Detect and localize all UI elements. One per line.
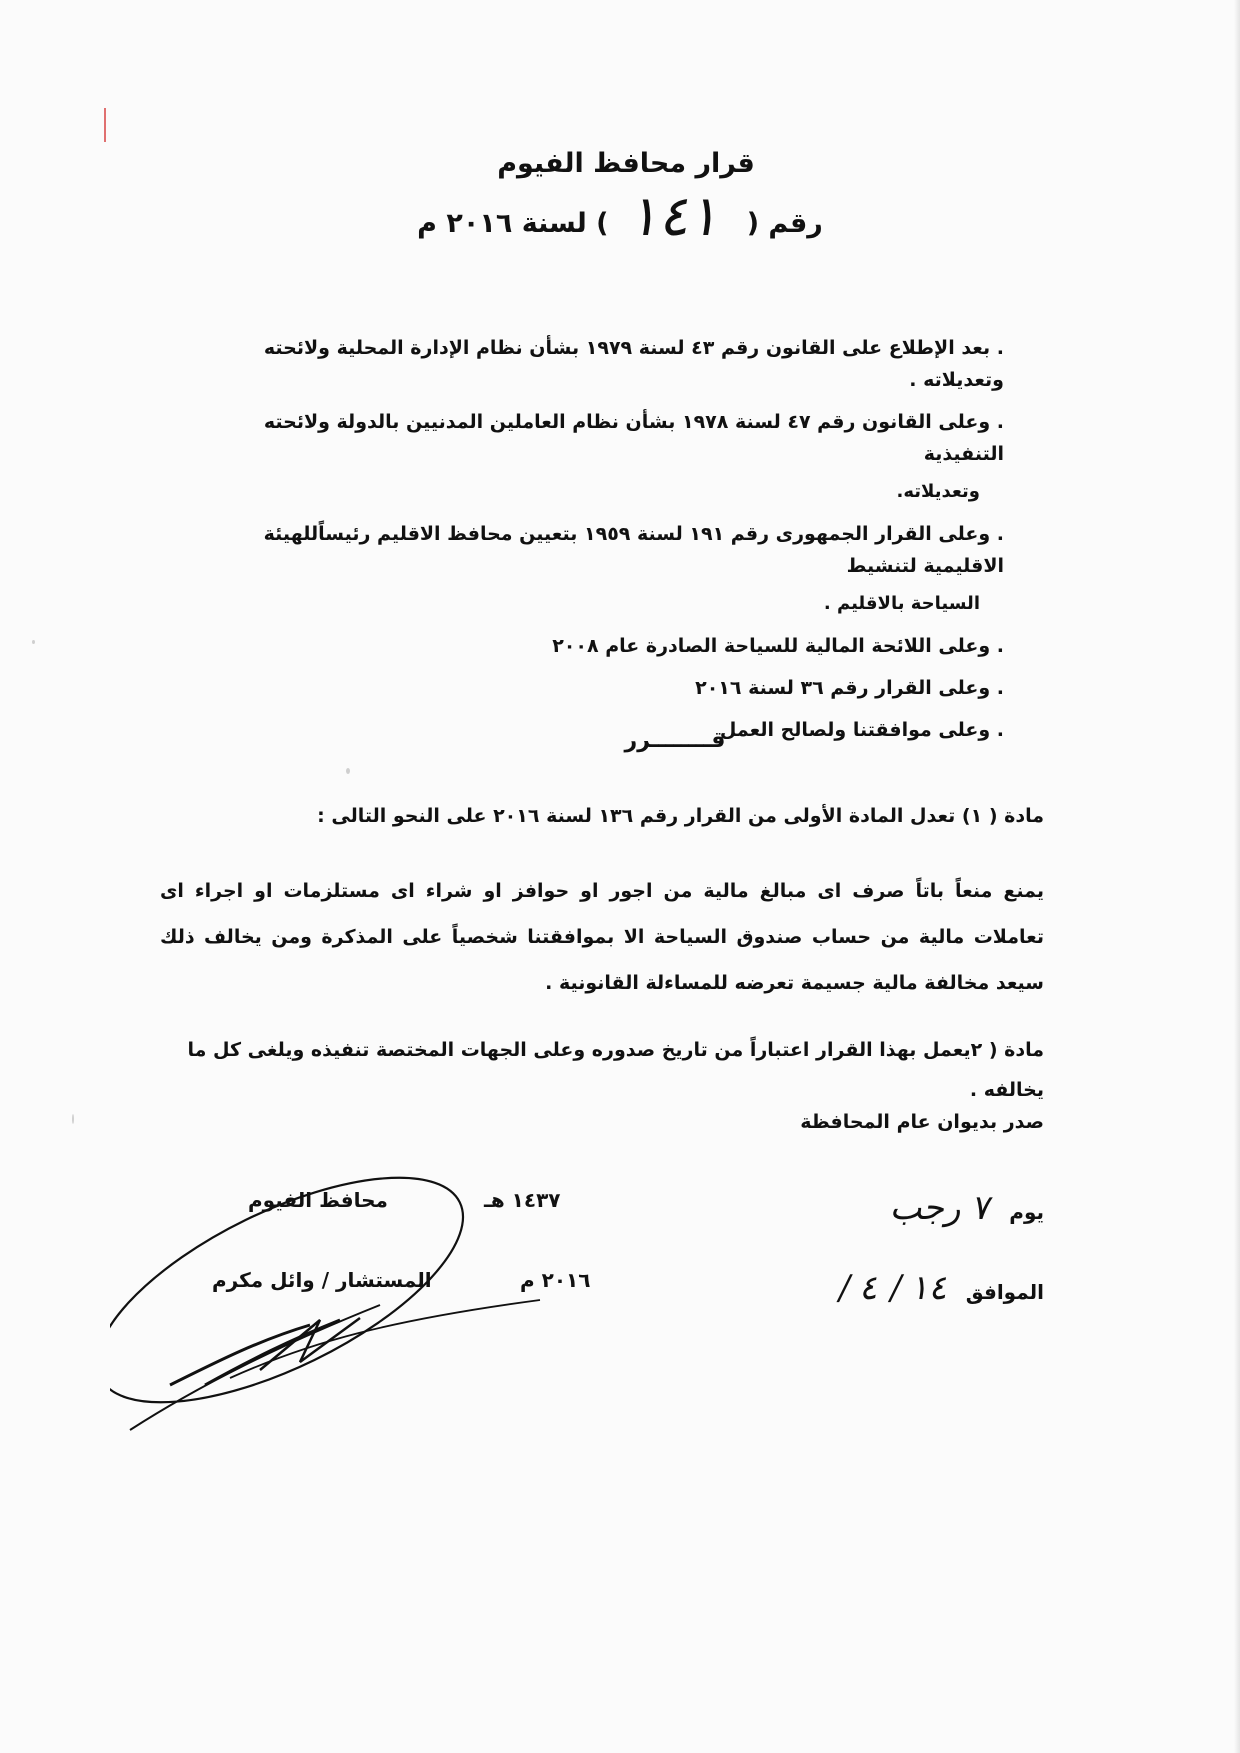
scan-speck xyxy=(346,768,350,774)
decided-heading: قــــــــرر xyxy=(624,728,726,753)
decree-title: قرار محافظ الفيوم xyxy=(497,148,755,179)
greg-year: ٢٠١٦ م xyxy=(520,1268,591,1292)
handwritten-signature xyxy=(110,1170,560,1470)
preamble-item: . بعد الإطلاع على القانون رقم ٤٣ لسنة ١٩٧٩ بشأن نظام الإدارة المحلية ولائحته وتعديلاته . xyxy=(263,337,1004,391)
governor-title: محافظ الفيوم xyxy=(248,1188,388,1212)
scan-speck xyxy=(72,1114,74,1124)
preamble-item: . وعلى موافقتنا ولصالح العمل xyxy=(719,719,1004,741)
handwritten-day: ٧ رجب xyxy=(888,1188,996,1228)
scan-speck xyxy=(32,640,35,644)
article-one: مادة ( ١) تعدل المادة الأولى من القرار رقم ١٣٦ لسنة ٢٠١٦ على النحو التالى : xyxy=(317,805,1044,827)
preamble-list xyxy=(210,332,1004,756)
preamble-item: . وعلى القرار الجمهورى رقم ١٩١ لسنة ١٩٥٩ بتعيين محافظ الاقليم رئيساًللهيئة الاقليمية لتنشيط السياحة بالاقليم . xyxy=(263,523,1004,614)
article-two: مادة ( ٢يعمل بهذا القرار اعتباراً من تاريخ صدوره وعلى الجهات المختصة تنفيذه ويلغى كل ما يخالفه . xyxy=(187,1039,1044,1101)
scan-mark xyxy=(104,108,106,142)
issued-at: صدر بديوان عام المحافظة xyxy=(800,1111,1044,1133)
agreement-label: الموافق xyxy=(965,1280,1044,1304)
handwritten-decree-number: ١٤١ xyxy=(626,184,729,249)
hijri-year: ١٤٣٧ هـ xyxy=(484,1188,561,1212)
preamble-item: . وعلى القرار رقم ٣٦ لسنة ٢٠١٦ xyxy=(695,677,1004,699)
agreement-line xyxy=(829,1268,1044,1308)
number-prefix: رقم ( xyxy=(746,207,823,239)
preamble-item: . وعلى القانون رقم ٤٧ لسنة ١٩٧٨ بشأن نظام العاملين المدنيين بالدولة ولائحته التنفيذية وتعديلاته. xyxy=(263,411,1004,502)
signatory-name: المستشار / وائل مكرم xyxy=(212,1268,432,1292)
article-one-body: يمنع منعاً باتاً صرف اى مبالغ مالية من اجور او حوافز او شراء اى مستلزمات او اجراء اى تعاملات مالية من حساب صندوق السياحة الا بموافقتنا شخصياً على المذكرة ومن يخالف ذلك سيعد مخالفة مالية جسيمة تعرضه للمساءلة القانونية . xyxy=(160,880,1044,994)
handwritten-greg-date: ١٤ / ٤ / xyxy=(835,1268,953,1308)
number-suffix: ) لسنة ٢٠١٦ م xyxy=(417,207,609,239)
day-label: يوم xyxy=(1009,1200,1044,1224)
scan-edge xyxy=(1234,0,1240,1753)
decree-number-line xyxy=(0,184,1240,249)
preamble-item: . وعلى اللائحة المالية للسياحة الصادرة عام ٢٠٠٨ xyxy=(552,635,1004,657)
day-line xyxy=(882,1188,1044,1228)
